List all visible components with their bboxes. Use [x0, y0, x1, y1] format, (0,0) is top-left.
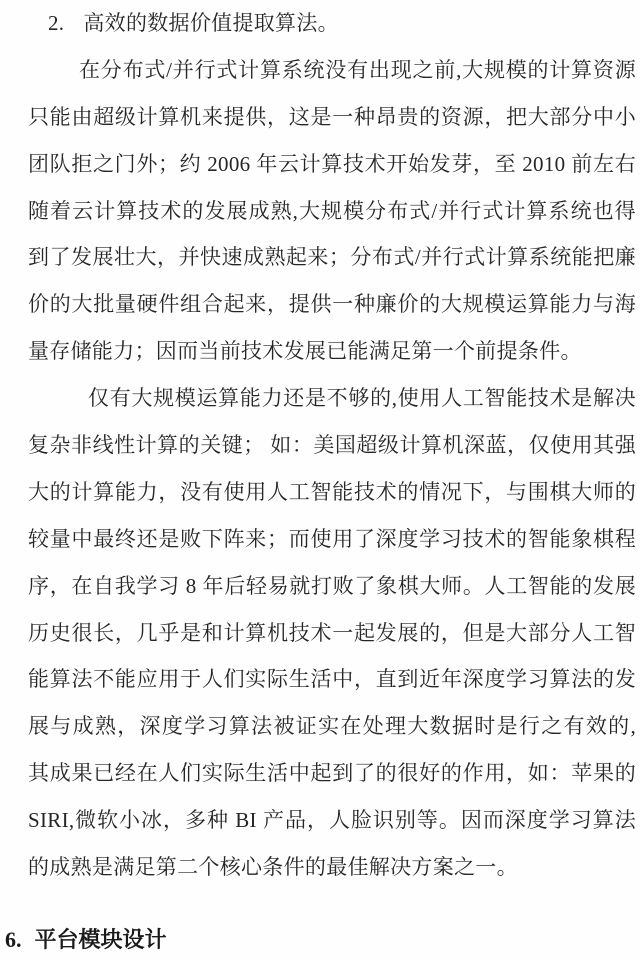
paragraph-line: 其成果已经在人们实际生活中起到了的很好的作用，如：苹果的: [28, 761, 636, 786]
section-heading-text: 平台模块设计: [34, 926, 167, 952]
paragraph-line: 价的大批量硬件组合起来，提供一种廉价的大规模运算能力与海: [28, 292, 636, 317]
paragraph-line: 历史很长，几乎是和计算机技术一起发展的，但是大部分人工智: [28, 620, 636, 645]
paragraph-line: 只能由超级计算机来提供，这是一种昂贵的资源，把大部分中小: [28, 104, 636, 129]
paragraph-line: 仅有大规模运算能力还是不够的,使用人工智能技术是解决: [88, 386, 636, 411]
section-heading-6: [0, 922, 640, 958]
paragraph-line: 展与成熟，深度学习算法被证实在处理大数据时是行之有效的,: [28, 714, 636, 739]
section-heading-number: 6.: [5, 926, 22, 952]
paragraph-line: SIRI,微软小冰，多种 BI 产品，人脸识别等。因而深度学习算法: [28, 808, 636, 833]
paragraph-line: 量存储能力；因而当前技术发展已能满足第一个前提条件。: [28, 339, 582, 364]
paragraph-line: 能算法不能应用于人们实际生活中，直到近年深度学习算法的发: [28, 667, 636, 692]
list-item-number: 2.: [48, 11, 65, 35]
list-item-text: 高效的数据价值提取算法。: [83, 11, 339, 35]
paragraph-line: 大的计算能力，没有使用人工智能技术的情况下，与围棋大师的: [28, 479, 636, 504]
paragraph-line: 序，在自我学习 8 年后轻易就打败了象棋大师。人工智能的发展: [28, 573, 636, 598]
paragraph-line: 较量中最终还是败下阵来；而使用了深度学习技术的智能象棋程: [28, 526, 636, 551]
paragraph-line: 团队拒之门外；约 2006 年云计算技术开始发芽，至 2010 前左右: [28, 151, 636, 176]
list-item-2: [0, 0, 640, 47]
paragraph-line: 的成熟是满足第二个核心条件的最佳解决方案之一。: [28, 855, 518, 880]
paragraph-line: 随着云计算技术的发展成熟,大规模分布式/并行式计算系统也得: [28, 198, 636, 223]
paragraph-line: 到了发展壮大，并快速成熟起来；分布式/并行式计算系统能把廉: [28, 245, 636, 270]
paragraph-line: 复杂非线性计算的关键； 如：美国超级计算机深蓝，仅使用其强: [28, 433, 636, 458]
paragraph-line: 在分布式/并行式计算系统没有出现之前,大规模的计算资源: [79, 57, 636, 82]
